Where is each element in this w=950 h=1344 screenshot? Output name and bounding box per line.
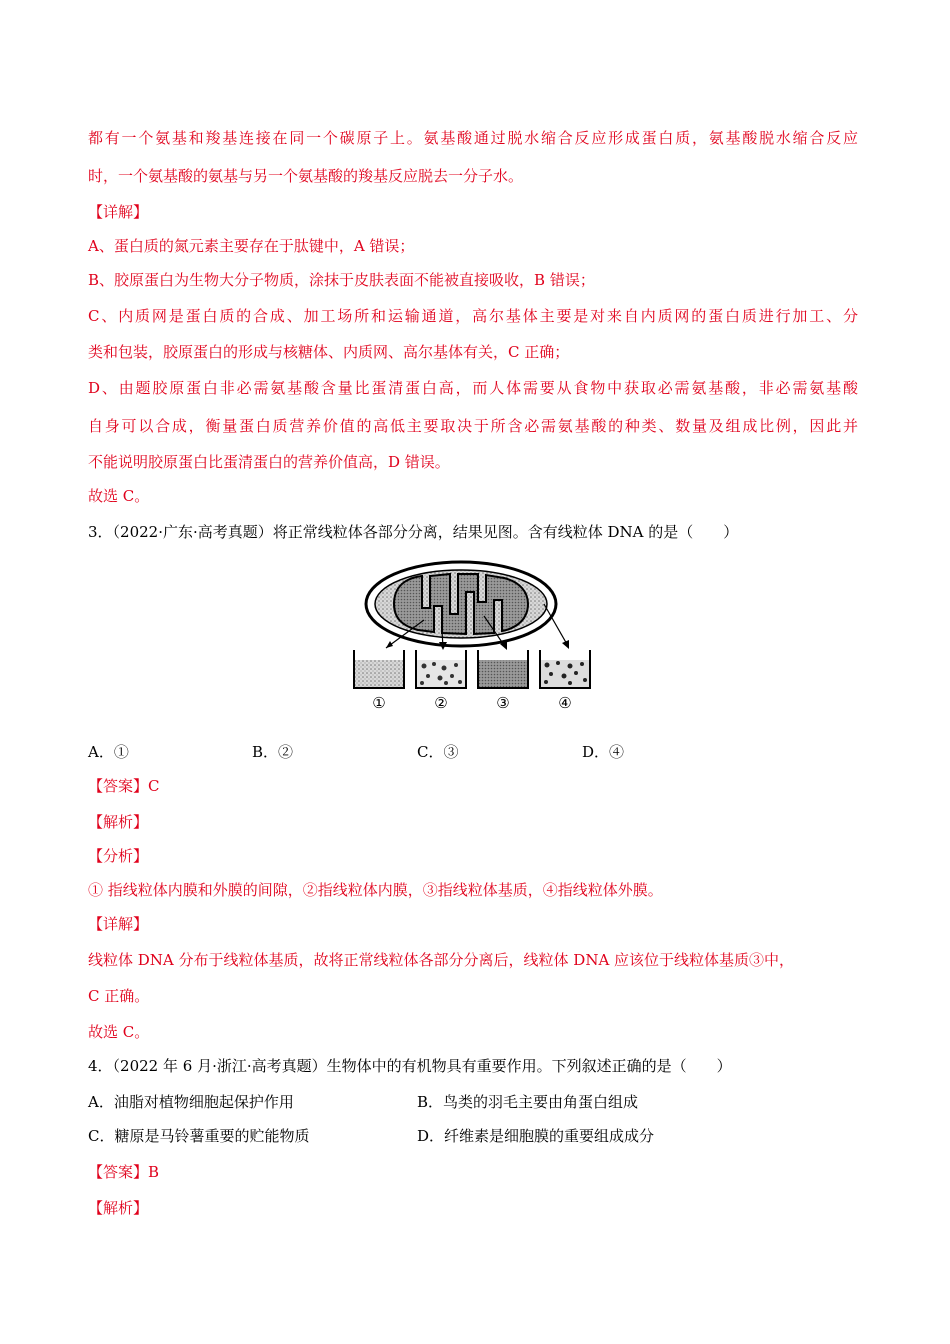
q3-jiexi-heading: 【解析】 (88, 813, 149, 831)
q3-option-c: C．③ (417, 743, 459, 761)
detail-option-a: A、蛋白质的氮元素主要存在于肽键中，A 错误； (88, 237, 415, 255)
beaker-3 (478, 650, 528, 688)
beaker-1 (354, 650, 404, 688)
q4-answer: 【答案】B (88, 1163, 160, 1181)
analysis-text-line-1: 都有一个氨基和羧基连接在同一个碳原子上。氨基酸通过脱水缩合反应形成蛋白质，氨基酸脱水缩合反应 (88, 129, 858, 147)
q3-analysis-text: ① 指线粒体内膜和外膜的间隙，②指线粒体内膜，③指线粒体基质，④指线粒体外膜。 (88, 881, 663, 899)
q4-option-a: A．油脂对植物细胞起保护作用 (88, 1093, 294, 1111)
detail-heading: 【详解】 (88, 203, 149, 221)
analysis-text-line-2: 时，一个氨基酸的氨基与另一个氨基酸的羧基反应脱去一分子水。 (88, 167, 524, 185)
inner-membrane (394, 574, 528, 634)
question-3-stem: 3．（2022·广东·高考真题）将正常线粒体各部分分离，结果见图。含有线粒体 DNA 的是（ ） (88, 523, 739, 541)
q3-option-b: B．② (252, 743, 294, 761)
beaker-2 (416, 650, 466, 688)
q3-answer: 【答案】C (88, 777, 160, 795)
detail-option-c-line-2: 类和包装，胶原蛋白的形成与核糖体、内质网、高尔基体有关，C 正确； (88, 343, 570, 361)
q3-option-a: A．① (88, 743, 129, 761)
q4-jiexi-heading: 【解析】 (88, 1199, 149, 1217)
figure-label-4: ④ (558, 694, 572, 712)
arrowhead-1 (386, 641, 393, 648)
q4-option-b: B．鸟类的羽毛主要由角蛋白组成 (417, 1093, 639, 1111)
figure-label-1: ① (372, 694, 386, 712)
figure-label-2: ② (434, 694, 448, 712)
mitochondria-figure (346, 556, 606, 716)
question-4-stem: 4．（2022 年 6 月·浙江·高考真题）生物体中的有机物具有重要作用。下列叙述正确的是（ ） (88, 1057, 732, 1075)
q4-option-d: D．纤维素是细胞膜的重要组成成分 (417, 1127, 655, 1145)
figure-label-3: ③ (496, 694, 510, 712)
q3-conclusion: 故选 C。 (88, 1023, 150, 1041)
q4-option-c: C．糖原是马铃薯重要的贮能物质 (88, 1127, 310, 1145)
q3-detail-line-1: 线粒体 DNA 分布于线粒体基质，故将正常线粒体各部分分离后，线粒体 DNA 应该位于线粒体基质③中， (88, 951, 795, 969)
beaker-4 (540, 650, 590, 688)
detail-option-d-line-1: D、由题胶原蛋白非必需氨基酸含量比蛋清蛋白高，而人体需要从食物中获取必需氨基酸，非必需氨基酸 (88, 379, 858, 397)
q3-detail-line-2: C 正确。 (88, 987, 150, 1005)
detail-conclusion: 故选 C。 (88, 487, 150, 505)
q3-option-d: D．④ (582, 743, 625, 761)
detail-option-d-line-3: 不能说明胶原蛋白比蛋清蛋白的营养价值高，D 错误。 (88, 453, 450, 471)
detail-option-d-line-2: 自身可以合成，衡量蛋白质营养价值的高低主要取决于所含必需氨基酸的种类、数量及组成比例，因此并 (88, 417, 858, 435)
detail-option-c-line-1: C、内质网是蛋白质的合成、加工场所和运输通道，高尔基体主要是对来自内质网的蛋白质进行加工、分 (88, 307, 858, 325)
q3-detail-heading: 【详解】 (88, 915, 149, 933)
detail-option-b: B、胶原蛋白为生物大分子物质，涂抹于皮肤表面不能被直接吸收，B 错误； (88, 271, 595, 289)
q3-analysis-heading: 【分析】 (88, 847, 149, 865)
